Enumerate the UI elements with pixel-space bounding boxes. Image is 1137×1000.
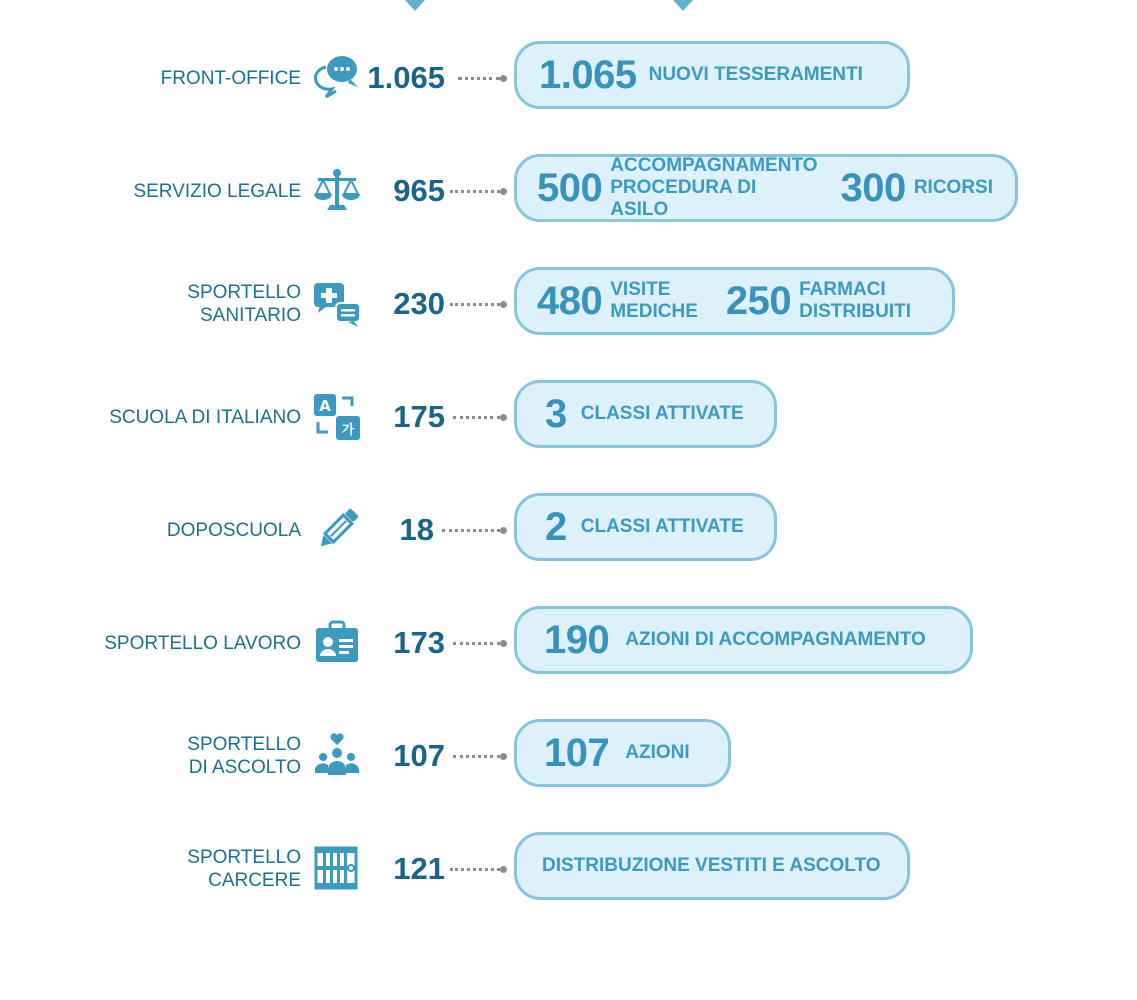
- pill-number: 500: [537, 165, 603, 210]
- row-count: 965: [393, 173, 445, 208]
- pill-number: 1.065: [539, 52, 637, 97]
- pill-number: 300: [840, 165, 906, 210]
- pill-text: ACCOMPAGNAMENTO PROCEDURA DI ASILO: [610, 155, 818, 220]
- row-label: SPORTELLO DI ASCOLTO: [187, 734, 301, 778]
- pill-number: 107: [544, 730, 610, 775]
- pill-number: 3: [545, 391, 567, 436]
- dotted-connector: [453, 755, 500, 758]
- id-badge-icon: [312, 618, 362, 668]
- balance-scale-icon: [312, 166, 362, 216]
- pill-text: RICORSI: [913, 177, 993, 198]
- row-scuola-italiano: [0, 380, 1137, 454]
- people-heart-icon: [312, 731, 362, 781]
- pill-text: NUOVI TESSERAMENTI: [648, 64, 863, 85]
- pill-text: FARMACI DISTRIBUITI: [799, 279, 912, 322]
- dotted-connector: [450, 868, 500, 871]
- pill-text: DISTRIBUZIONE VESTITI E ASCOLTO: [542, 855, 881, 876]
- pill-number: 190: [544, 617, 610, 662]
- prison-bars-icon: [312, 844, 362, 894]
- result-pill: [514, 606, 973, 674]
- row-label: DOPOSCUOLA: [166, 519, 301, 541]
- row-count: 173: [393, 625, 445, 660]
- translate-icon: [312, 392, 362, 442]
- pencil-icon: [312, 505, 362, 555]
- dotted-connector: [453, 642, 500, 645]
- pill-number: 250: [725, 278, 792, 323]
- row-sportello-ascolto: [0, 719, 1137, 793]
- row-count: 107: [393, 738, 445, 773]
- dotted-connector: [450, 303, 500, 306]
- pill-number: 480: [537, 278, 603, 323]
- dotted-connector: [458, 77, 500, 80]
- dotted-connector: [450, 190, 500, 193]
- row-count: 18: [399, 512, 434, 547]
- top-arrow-left: [405, 0, 425, 11]
- dotted-connector: [453, 416, 500, 419]
- pill-text: AZIONI DI ACCOMPAGNAMENTO: [625, 629, 926, 650]
- row-label: SERVIZIO LEGALE: [133, 180, 301, 202]
- svg-text:가: 가: [341, 423, 355, 438]
- row-doposcuola: [0, 493, 1137, 567]
- svg-text:A: A: [319, 397, 331, 415]
- result-pill: [514, 493, 777, 561]
- result-pill: [514, 267, 955, 335]
- connector-dot: [500, 301, 507, 308]
- row-label: SCUOLA DI ITALIANO: [109, 406, 301, 428]
- row-servizio-legale: [0, 154, 1137, 228]
- pill-text: CLASSI ATTIVATE: [580, 516, 744, 537]
- connector-dot: [500, 414, 507, 421]
- row-sportello-sanitario: [0, 267, 1137, 341]
- row-count: 1.065: [367, 60, 445, 95]
- row-label: SPORTELLO LAVORO: [104, 632, 301, 654]
- connector-dot: [500, 640, 507, 647]
- row-count: 175: [393, 399, 445, 434]
- connector-dot: [500, 753, 507, 760]
- row-count: 121: [393, 851, 445, 886]
- row-label: SPORTELLO SANITARIO: [187, 282, 301, 326]
- connector-dot: [500, 75, 507, 82]
- row-count: 230: [393, 286, 445, 321]
- row-front-office: [0, 41, 1137, 115]
- connector-dot: [500, 527, 507, 534]
- row-label: FRONT-OFFICE: [160, 67, 301, 89]
- pill-text: AZIONI: [625, 742, 690, 763]
- top-arrow-right: [673, 0, 693, 11]
- result-pill: [514, 380, 777, 448]
- connector-dot: [500, 188, 507, 195]
- pill-text: VISITE MEDICHE: [610, 279, 698, 322]
- result-pill: [514, 41, 910, 109]
- pill-number: 2: [545, 504, 567, 549]
- row-sportello-carcere: [0, 832, 1137, 906]
- chat-bubbles-icon: [312, 53, 362, 103]
- row-sportello-lavoro: [0, 606, 1137, 680]
- pill-text: CLASSI ATTIVATE: [580, 403, 744, 424]
- result-pill: [514, 719, 731, 787]
- result-pill: [514, 832, 910, 900]
- row-label: SPORTELLO CARCERE: [187, 847, 301, 891]
- result-pill: [514, 154, 1018, 222]
- medical-chat-icon: [312, 279, 362, 329]
- connector-dot: [500, 866, 507, 873]
- dotted-connector: [442, 529, 500, 532]
